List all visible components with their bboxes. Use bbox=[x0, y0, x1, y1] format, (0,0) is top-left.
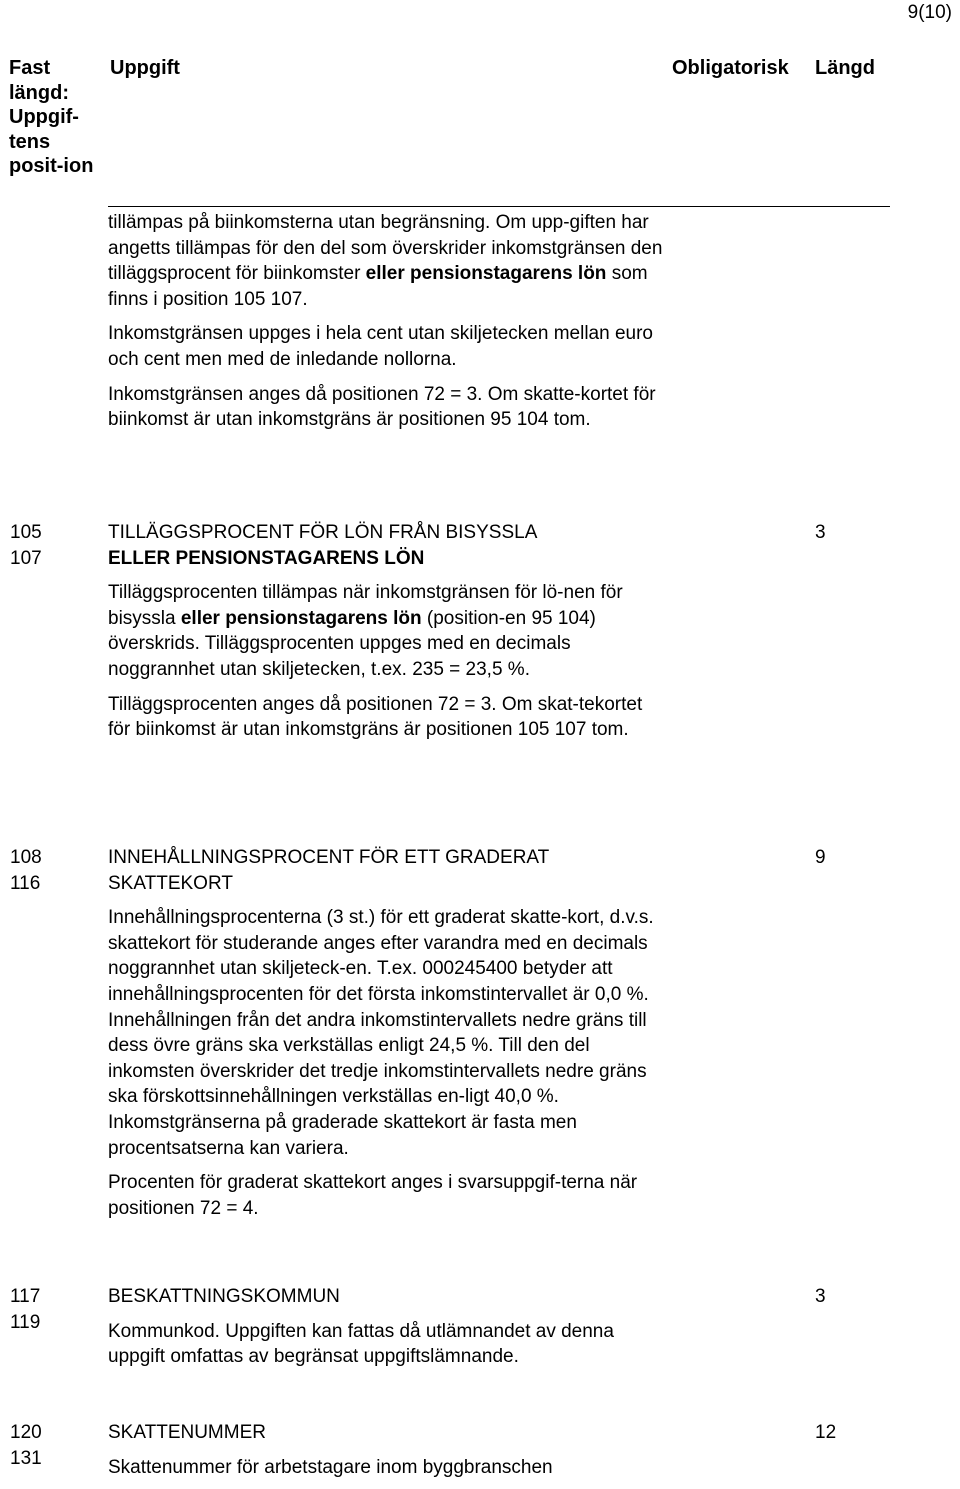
field-description bbox=[108, 845, 668, 1230]
field-title: BESKATTNINGSKOMMUN bbox=[108, 1286, 340, 1307]
field-description bbox=[108, 520, 668, 752]
field-position: 108 116 bbox=[10, 847, 42, 894]
field-length: 3 bbox=[815, 522, 826, 543]
continuation-paragraph-3: Inkomstgränsen anges då positionen 72 = 3. Om skatte-kortet för biinkomst är utan inkomstgräns är positionen 95 104 tom. bbox=[108, 383, 656, 431]
field-paragraph: Tilläggsprocenten tillämpas när inkomstgränsen för lö-nen för bisyssla eller pensionstagarens lön (position-en 95 104) överskrids. Tilläggsprocenten uppges med en decimals noggrannhet utan skiljetecken, t.ex. 235 = 23,5 %. bbox=[108, 582, 623, 680]
column-header-item: Uppgift bbox=[110, 57, 180, 79]
field-length: 3 bbox=[815, 1286, 826, 1307]
header-divider bbox=[108, 206, 890, 207]
field-paragraph: Procenten för graderat skattekort anges i svarsuppgif-terna när positionen 72 = 4. bbox=[108, 1172, 638, 1219]
field-length: 12 bbox=[815, 1422, 837, 1443]
field-position: 105 107 bbox=[10, 522, 42, 569]
column-header-length: Längd bbox=[815, 57, 875, 79]
field-title: SKATTENUMMER bbox=[108, 1422, 266, 1443]
continuation-paragraph-2: Inkomstgränsen uppges i hela cent utan skiljetecken mellan euro och cent men med de inledande nollorna. bbox=[108, 323, 653, 370]
continuation-text bbox=[108, 210, 668, 442]
continuation-paragraph-1: tillämpas på biinkomsterna utan begränsning. Om upp-giften har angetts tillämpas för den del som överskrider inkomstgränsen den tilläggsprocent för biinkomster eller pensionstagarens lön som finns i position 105 107. bbox=[108, 212, 663, 310]
field-description bbox=[108, 1420, 668, 1489]
field-paragraph: Innehållningsprocenterna (3 st.) för ett graderat skatte-kort, d.v.s. skattekort för studerande anges efter varandra med en decimals noggrannhet utan skiljeteck-en. T.ex. 000245400 betyder att innehållningsprocenten för det första inkomstintervallet är 0,0 %. Innehållningen från det andra inkomstintervallets nedre gräns till dess övre gräns ska verkställas enligt 24,5 %. Till den del inkomsten överskrider det tredje inkomstintervallets nedre gräns ska förskottsinnehållningen verkställas en-ligt 40,0 %. Inkomstgränserna på graderade skattekort är fasta men procentsatserna kan variera. bbox=[108, 907, 654, 1159]
column-header-fixed-length: Fast längd: Uppgif-tens posit-ion bbox=[9, 57, 94, 177]
field-description bbox=[108, 1284, 668, 1379]
page-number: 9(10) bbox=[907, 2, 952, 23]
field-paragraph: Skattenummer för arbetstagare inom byggbranschen bbox=[108, 1456, 553, 1478]
field-title: TILLÄGGSPROCENT FÖR LÖN FRÅN BISYSSLA ELLER PENSIONSTAGARENS LÖN bbox=[108, 522, 538, 569]
field-paragraph: Tilläggsprocenten anges då positionen 72 = 3. Om skat-tekortet för biinkomst är utan inkomstgräns är positionen 105 107 tom. bbox=[108, 693, 643, 741]
field-title: INNEHÅLLNINGSPROCENT FÖR ETT GRADERAT SKATTEKORT bbox=[108, 847, 550, 894]
field-paragraph: Kommunkod. Uppgiften kan fattas då utlämnandet av denna uppgift omfattas av begränsat uppgiftslämnande. bbox=[108, 1320, 614, 1368]
field-length: 9 bbox=[815, 847, 826, 868]
field-position: 117 119 bbox=[10, 1286, 41, 1333]
field-position: 120 131 bbox=[10, 1422, 42, 1469]
column-header-mandatory: Obligatorisk bbox=[672, 57, 789, 79]
